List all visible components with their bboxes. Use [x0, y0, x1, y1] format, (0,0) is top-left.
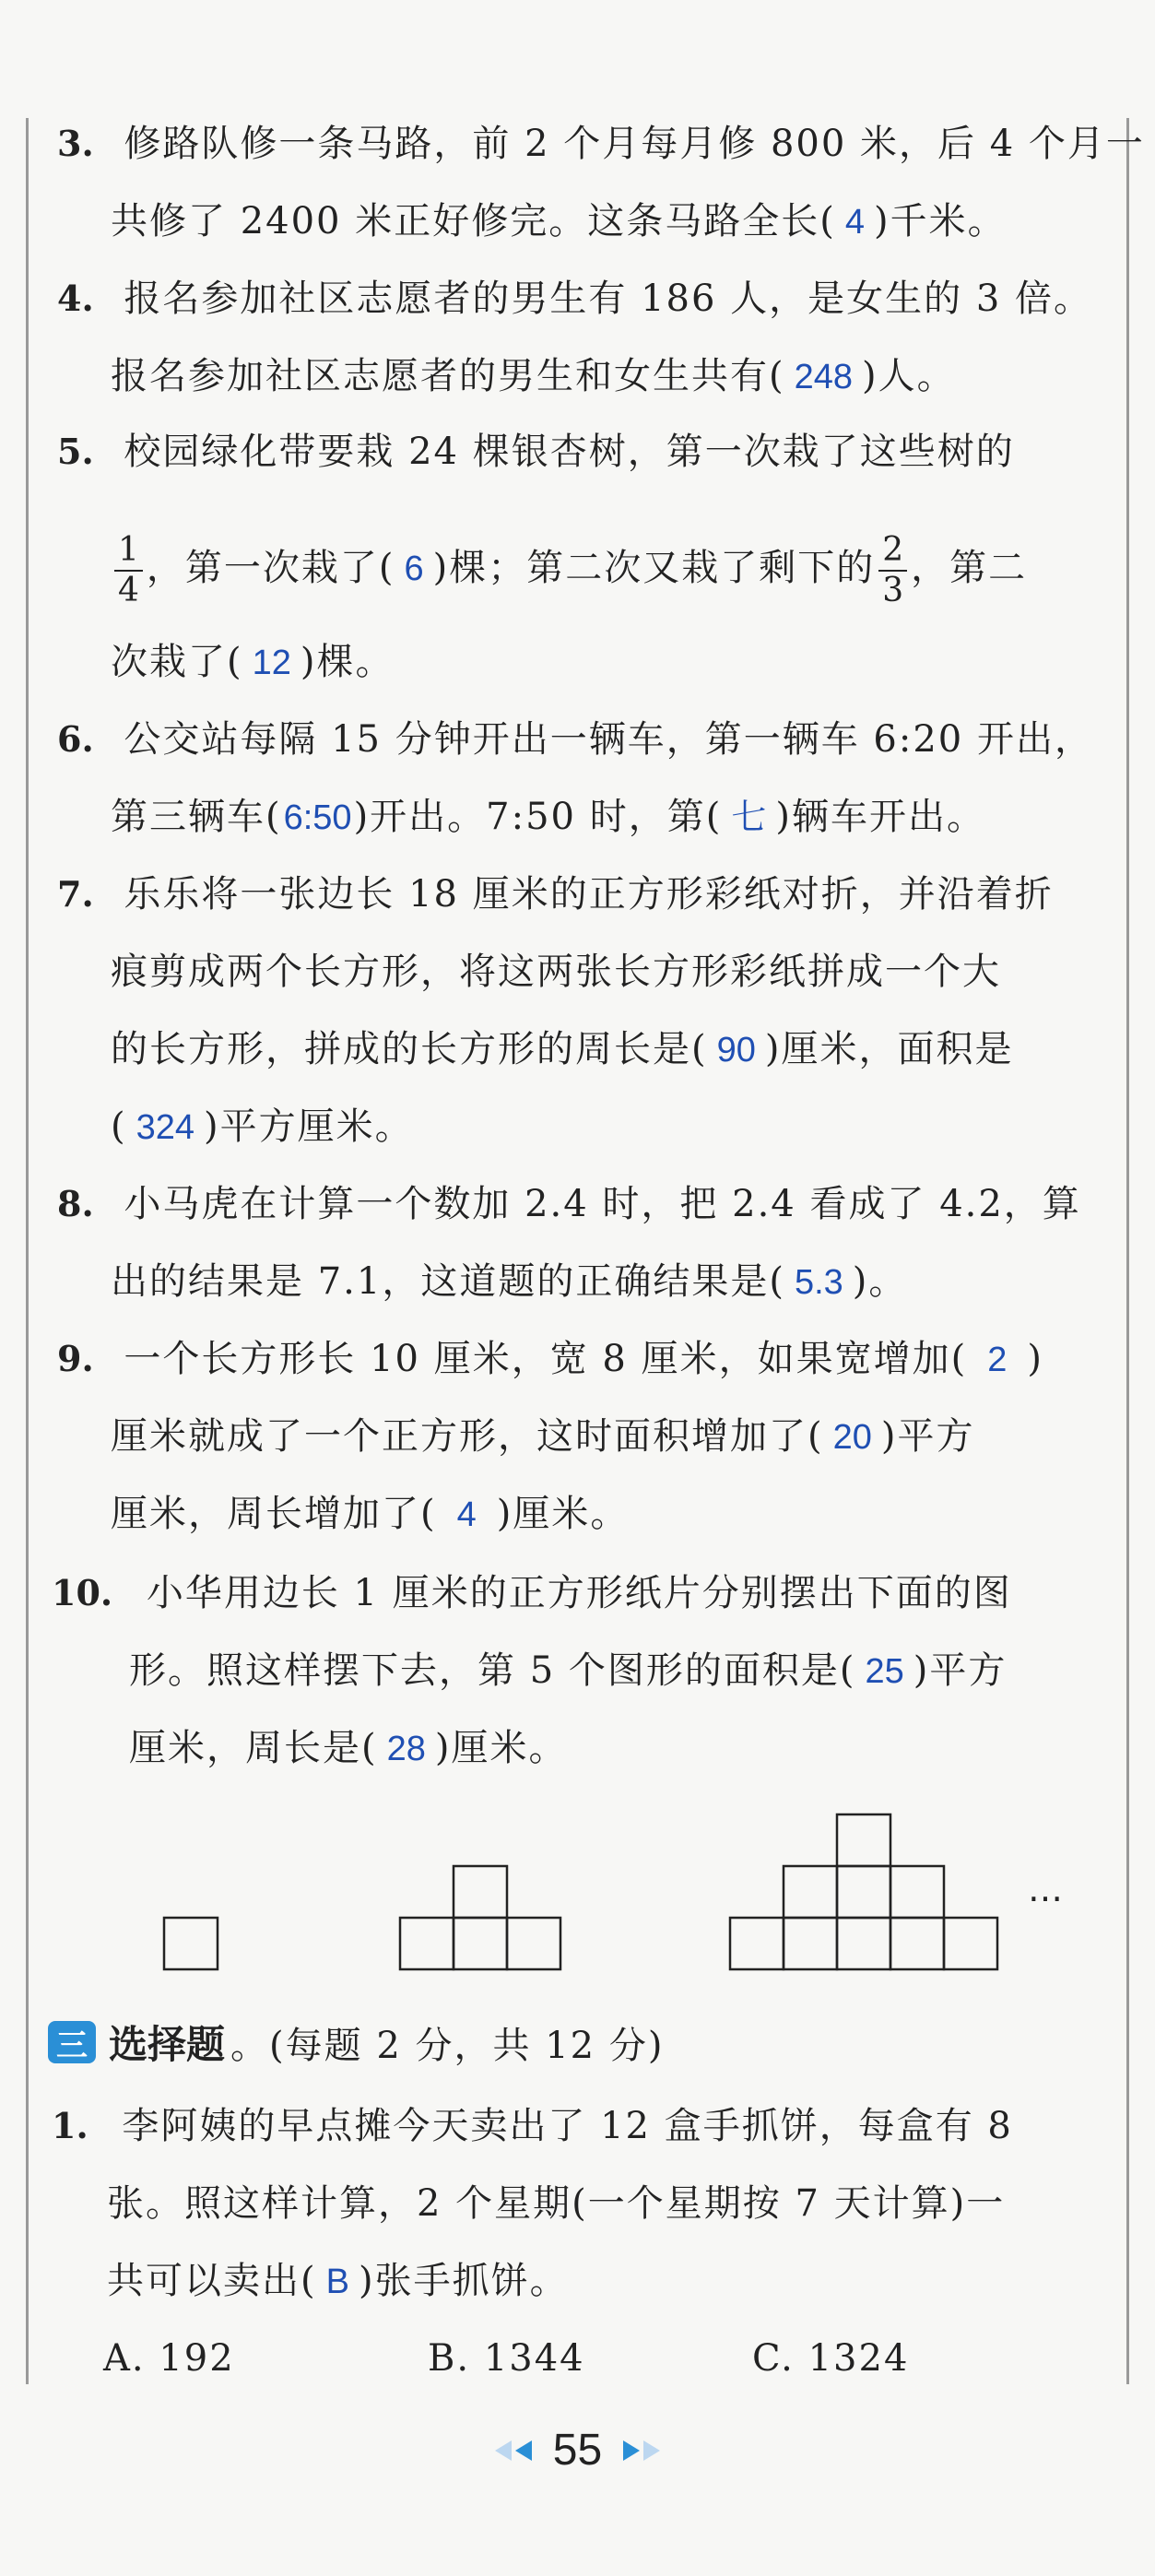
- answer-text: 七: [731, 798, 767, 837]
- question-text: 第三辆车(: [111, 796, 282, 838]
- question-text: 厘米，周长增加了(: [111, 1493, 437, 1535]
- answer-text: 5.3: [794, 1263, 843, 1302]
- question-text: 乐乐将一张边长 18 厘米的正方形彩纸对折，并沿着折: [124, 873, 1054, 916]
- q9-line-3: [111, 1488, 629, 1541]
- question-number: 4.: [57, 278, 94, 319]
- question-number: 3.: [57, 123, 94, 164]
- question-text: )厘米。: [496, 1493, 630, 1535]
- q5-line-3: [111, 636, 395, 689]
- section-number-badge: 三: [48, 2021, 96, 2063]
- choice-q1-line-2: [107, 2178, 1005, 2229]
- section-note: 。(每题 2 分，共 12 分): [230, 2024, 665, 2067]
- answer-text: 248: [794, 358, 854, 396]
- q4-line-2: [111, 350, 956, 403]
- choice-q1-line-3: [107, 2255, 569, 2308]
- question-text: 小马虎在计算一个数加 2.4 时，把 2.4 看成了 4.2，算: [124, 1183, 1081, 1225]
- answer-text: 25: [865, 1652, 904, 1691]
- answer-text: 4: [844, 203, 865, 242]
- section-header-choice: [48, 2015, 664, 2070]
- figure-2-square: [507, 1918, 560, 1969]
- answer-text: 6: [404, 549, 424, 588]
- question-text: 报名参加社区志愿者的男生有 186 人，是女生的 3 倍。: [124, 278, 1093, 320]
- answer-text: 28: [386, 1730, 426, 1768]
- q4-line-1: [57, 273, 1092, 325]
- option-a: A. 192: [103, 2337, 235, 2380]
- question-text: (: [111, 1105, 127, 1148]
- q10-line-1: [52, 1567, 1012, 1619]
- answer-text: 6:50: [283, 798, 352, 837]
- question-text: 痕剪成两个长方形，将这两张长方形彩纸拼成一个大: [111, 951, 1001, 993]
- question-text: 共可以卖出(: [107, 2260, 317, 2302]
- question-number: 9.: [57, 1338, 94, 1379]
- question-text: 报名参加社区志愿者的男生和女生共有(: [111, 355, 785, 397]
- question-number: 8.: [57, 1183, 94, 1224]
- question-number: 5.: [57, 431, 94, 472]
- figure-3-square: [837, 1866, 890, 1918]
- question-text: 修路队修一条马路，前 2 个月每月修 800 米，后 4 个月一: [124, 123, 1145, 165]
- question-text: 小华用边长 1 厘米的正方形纸片分别摆出下面的图: [146, 1572, 1012, 1614]
- question-text: 次栽了(: [111, 641, 243, 683]
- question-text: )千米。: [873, 200, 1007, 242]
- answer-text: 12: [252, 644, 291, 682]
- question-text: )开出。7:50 时，第(: [353, 796, 723, 838]
- figure-3-square: [784, 1918, 837, 1969]
- question-text: 形。照这样摆下去，第 5 个图形的面积是(: [129, 1649, 856, 1692]
- question-text: 校园绿化带要栽 24 棵银杏树，第一次栽了这些树的: [124, 431, 1015, 473]
- answer-text: 90: [716, 1031, 756, 1069]
- q3-line-1: [57, 118, 1145, 170]
- answer-text: B: [325, 2263, 349, 2301]
- prev-arrow-light-icon: [495, 2440, 512, 2461]
- fraction-one-quarter: $\frac{1}{4}$: [114, 531, 143, 610]
- question-text: ，第二: [911, 547, 1028, 589]
- question-text: 厘米，周长是(: [129, 1727, 378, 1769]
- prev-arrow-icon: [515, 2440, 532, 2461]
- question-text: 共修了 2400 米正好修完。这条马路全长(: [111, 200, 836, 242]
- left-border: [26, 118, 29, 2384]
- q7-line-3: [111, 1023, 1014, 1076]
- figure-3-square: [944, 1918, 997, 1969]
- answer-text: 4: [456, 1495, 477, 1534]
- q7-line-2: [111, 946, 1001, 998]
- question-text: ): [1027, 1338, 1043, 1380]
- q5-line-1: [57, 426, 1015, 478]
- question-text: 李阿姨的早点摊今天卖出了 12 盒手抓饼，每盒有 8: [122, 2105, 1013, 2147]
- page-footer: [0, 2425, 1155, 2476]
- question-text: 公交站每隔 15 分钟开出一辆车，第一辆车 6:20 开出，: [124, 718, 1093, 761]
- question-number: 1.: [52, 2105, 88, 2146]
- question-number: 10.: [52, 1572, 113, 1613]
- question-text: )辆车开出。: [775, 796, 985, 838]
- figure-3-square: [890, 1866, 944, 1918]
- q7-line-4: [111, 1101, 414, 1153]
- question-text: ，第一次栽了(: [146, 547, 395, 589]
- q6-line-1: [57, 714, 1093, 765]
- square-pattern-figure: [0, 1798, 1155, 1982]
- next-arrow-light-icon: [643, 2440, 660, 2461]
- page-number: 55: [552, 2426, 603, 2475]
- question-text: 张。照这样计算，2 个星期(一个星期按 7 天计算)一: [107, 2182, 1006, 2225]
- fraction-two-thirds: $\frac{2}{3}$: [878, 531, 907, 610]
- option-b: B. 1344: [428, 2337, 585, 2380]
- q9-line-2: [111, 1411, 975, 1463]
- question-text: 的长方形，拼成的长方形的周长是(: [111, 1028, 708, 1070]
- figure-3-square: [730, 1918, 784, 1969]
- answer-text: 324: [136, 1108, 195, 1147]
- figure-2-square: [454, 1918, 507, 1969]
- question-text: )平方厘米。: [204, 1105, 414, 1148]
- question-text: )棵。: [300, 641, 395, 683]
- question-text: 出的结果是 7.1，这道题的正确结果是(: [111, 1260, 785, 1303]
- question-number: 6.: [57, 718, 94, 760]
- figure-2-square: [454, 1866, 507, 1918]
- q8-line-1: [57, 1178, 1081, 1230]
- q5-line-2: [111, 531, 1027, 610]
- question-text: )张手抓饼。: [358, 2260, 569, 2302]
- question-text: )厘米。: [434, 1727, 568, 1769]
- question-number: 7.: [57, 873, 94, 915]
- q10-line-2: [129, 1645, 1007, 1697]
- figure-ellipsis: …: [1028, 1869, 1063, 1909]
- answer-text: 2: [987, 1341, 1008, 1379]
- figure-2-square: [400, 1918, 454, 1969]
- option-c: C. 1324: [752, 2337, 910, 2380]
- question-text: )厘米，面积是: [764, 1028, 1014, 1070]
- q7-line-1: [57, 869, 1054, 920]
- figure-1-square: [164, 1918, 218, 1969]
- figure-3-square: [784, 1866, 837, 1918]
- question-text: 一个长方形长 10 厘米，宽 8 厘米，如果宽增加(: [124, 1338, 968, 1380]
- next-arrow-icon: [623, 2440, 640, 2461]
- question-text: )棵；第二次又栽了剩下的: [432, 547, 876, 589]
- figure-3-square: [890, 1918, 944, 1969]
- choice-q1-line-1: [52, 2100, 1013, 2152]
- q6-line-2: [111, 791, 985, 844]
- q10-line-3: [129, 1722, 568, 1775]
- answer-text: 20: [832, 1418, 872, 1457]
- q9-line-1: [57, 1333, 1043, 1386]
- figure-3-square: [837, 1918, 890, 1969]
- right-border: [1126, 118, 1129, 2384]
- q8-line-2: [111, 1256, 907, 1308]
- question-text: )平方: [913, 1649, 1008, 1692]
- q3-line-2: [111, 195, 1007, 248]
- question-text: 厘米就成了一个正方形，这时面积增加了(: [111, 1415, 824, 1458]
- question-text: )。: [852, 1260, 908, 1303]
- question-text: )平方: [880, 1415, 975, 1458]
- figure-3-square: [837, 1814, 890, 1866]
- section-title: 选择题: [109, 2022, 226, 2067]
- question-text: )人。: [862, 355, 956, 397]
